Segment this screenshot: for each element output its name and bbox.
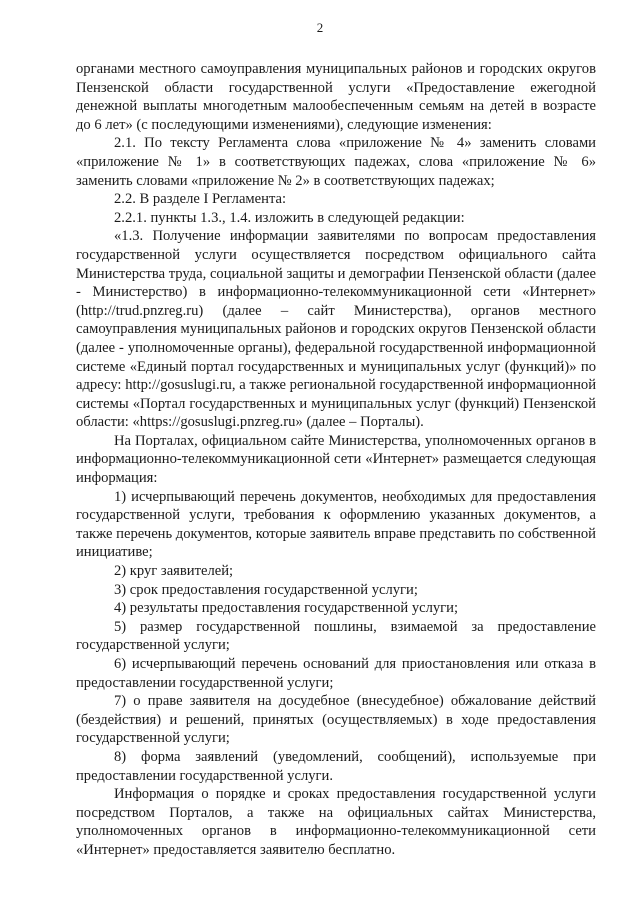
list-item-5: 5) размер государственной пошлины, взимаемой за предоставление государственной услуги; (76, 618, 596, 654)
list-item-7: 7) о праве заявителя на досудебное (внесудебное) обжалование действий (бездействия) и решений, принятых (осуществляемых) в ходе предоставления государственной услуги; (76, 693, 596, 747)
list-item-6: 6) исчерпывающий перечень оснований для приостановления или отказа в предоставлении государственной услуги; (76, 656, 596, 691)
list-item-2: 2) круг заявителей; (114, 563, 234, 580)
paragraph-free-info: Информация о порядке и сроках предоставления государственной услуги посредством Порталов, а также на официальных сайтах Министерства, уполномоченных органов в информационно-телекоммуникационной сети «Интернет» предоставляется заявителю бесплатно. (76, 786, 596, 858)
list-item-4: 4) результаты предоставления государственной услуги; (114, 600, 459, 617)
paragraph-2-1: 2.1. По тексту Регламента слова «приложение № 4» заменить словами «приложение № 1» в соответствующих падежах, слова «приложение № 6» заменить словами «приложение № 2» в соответствующих падежах; (76, 135, 596, 189)
paragraph-portals-info: На Порталах, официальном сайте Министерства, уполномоченных органов в информационно-телекоммуникационной сети «Интернет» размещается следующая информация: (76, 432, 596, 487)
paragraph-2-2-1: 2.2.1. пункты 1.3., 1.4. изложить в следующей редакции: (114, 209, 465, 226)
paragraph-intro-continuation: органами местного самоуправления муниципальных районов и городских округов Пензенской области государственной услуги «Предоставление ежегодной денежной выплаты многодетным малообеспеченным семьям на детей в возрасте до 6 лет» (с последующими изменениями), следующие изменения: (76, 61, 596, 133)
paragraph-1-3: «1.3. Получение информации заявителями по вопросам предоставления государственной услуги осуществляется посредством официального сайта Министерства труда, социальной защиты и демографии Пензенской области (далее - Министерство) в информационно-телекоммуникационной сети «Интернет» (http://trud.pnzreg.ru) (далее – сайт Министерства), органов местного самоуправления муниципальных районов и городских округов Пензенской области (далее - уполномоченные органы), федеральной государственной информационной системе «Единый портал государственных и муниципальных услуг (функций)» по адресу: http://gosuslugi.ru, а также региональной государственной информационной системы «Портал государственных и муниципальных услуг (функций) Пензенской области: «https://gosuslugi.pnzreg.ru» (далее – Порталы). (76, 228, 596, 431)
page-number: 2 (316, 20, 324, 35)
list-item-8: 8) форма заявлений (уведомлений, сообщений), используемые при предоставлении государственной услуги. (76, 748, 596, 784)
paragraph-2-2: 2.2. В разделе I Регламента: (114, 191, 287, 208)
list-item-3: 3) срок предоставления государственной услуги; (114, 581, 418, 598)
document-body (76, 60, 596, 860)
list-item-1: 1) исчерпывающий перечень документов, необходимых для предоставления государственной услуги, требования к оформлению указанных документов, а также перечень документов, которые заявитель вправе представить по собственной инициативе; (76, 488, 596, 561)
